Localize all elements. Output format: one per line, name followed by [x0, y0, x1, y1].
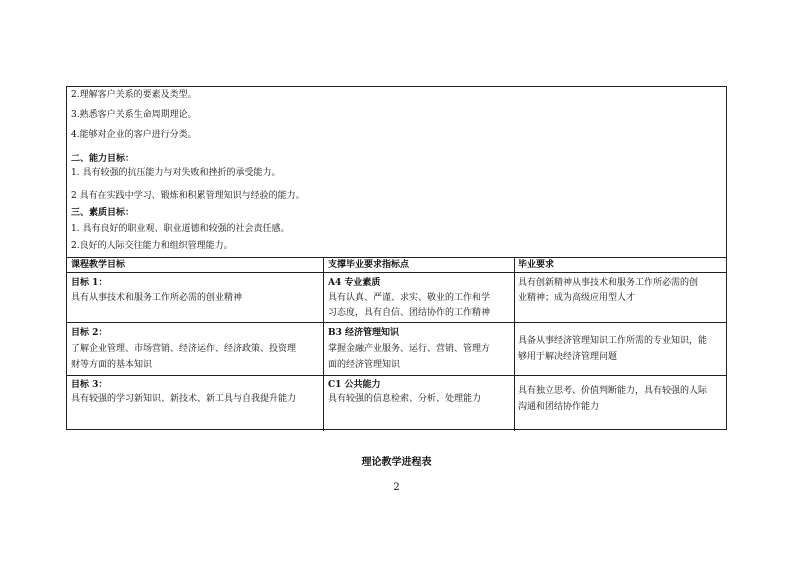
row2-indicator-body-1: 掌握金融产业服务、运行、营销、管理方 [328, 344, 491, 354]
section-caption: 理论教学进程表 [361, 457, 432, 468]
row3-indicator-body: 具有较强的信息检索、分析、处理能力 [328, 394, 482, 404]
row3-goal-body: 具有较强的学习新知识、新技术、新工具与自我提升能力 [71, 394, 297, 404]
row1-req-line-2: 业精神；成为高级应用型人才 [518, 293, 636, 303]
quality-objective-1: 1. 具有良好的职业观、职业道德和较强的社会责任感。 [71, 224, 290, 234]
divider [323, 257, 324, 431]
knowledge-objective-2: 2.理解客户关系的要素及类型。 [71, 90, 197, 100]
page-number: 2 [393, 482, 400, 493]
row2-goal-body-2: 财等方面的基本知识 [71, 360, 153, 370]
row3-goal-title: 目标 3： [71, 380, 108, 390]
quality-objective-2: 2.良好的人际交往能力和组织管理能力。 [71, 241, 233, 251]
header-course-goal: 课程教学目标 [71, 260, 126, 270]
ability-objectives-heading: 二、能力目标： [71, 154, 135, 164]
header-indicator: 支撑毕业要求指标点 [328, 260, 410, 270]
divider [67, 375, 726, 376]
row2-goal-body-1: 了解企业管理、市场营销、经济运作、经济政策、投资理 [71, 344, 297, 354]
row1-indicator-title: A4 专业素质 [328, 278, 381, 288]
row2-indicator-title: B3 经济管理知识 [328, 328, 400, 338]
row1-goal-body: 具有从事技术和服务工作所必需的创业精神 [71, 293, 243, 303]
row3-indicator-title: C1 公共能力 [328, 380, 381, 390]
row1-indicator-body-1: 具有认真、严谨、求实、敬业的工作和学 [328, 293, 491, 303]
divider [514, 257, 515, 431]
row2-req-line-2: 够用于解决经济管理问题 [518, 352, 618, 362]
ability-objective-1: 1. 具有较强的抗压能力与对失败和挫折的承受能力。 [71, 168, 281, 178]
row2-req-line-1: 具备从事经济管理知识工作所需的专业知识，能 [518, 336, 708, 346]
knowledge-objective-3: 3.熟悉客户关系生命周期理论。 [71, 110, 197, 120]
ability-objective-2: 2 具有在实践中学习、锻炼和积累管理知识与经验的能力。 [71, 191, 305, 201]
row2-goal-title: 目标 2： [71, 328, 108, 338]
quality-objectives-heading: 三、素质目标： [71, 208, 135, 218]
row1-goal-title: 目标 1： [71, 278, 108, 288]
row3-req-line-2: 沟通和团结协作能力 [518, 402, 600, 412]
row2-indicator-body-2: 面的经济管理知识 [328, 360, 401, 370]
objectives-table [66, 86, 727, 430]
divider [67, 322, 726, 323]
objectives-text-block [67, 87, 726, 257]
knowledge-objective-4: 4.能够对企业的客户进行分类。 [71, 130, 197, 140]
row1-indicator-body-2: 习态度，具有自信、团结协作的工作精神 [328, 308, 491, 318]
header-graduation-req: 毕业要求 [518, 260, 555, 270]
row3-req-line-1: 具有独立思考、价值判断能力，具有较强的人际 [518, 386, 708, 396]
row1-req-line-1: 具有创新精神从事技术和服务工作所必需的创 [518, 278, 699, 288]
